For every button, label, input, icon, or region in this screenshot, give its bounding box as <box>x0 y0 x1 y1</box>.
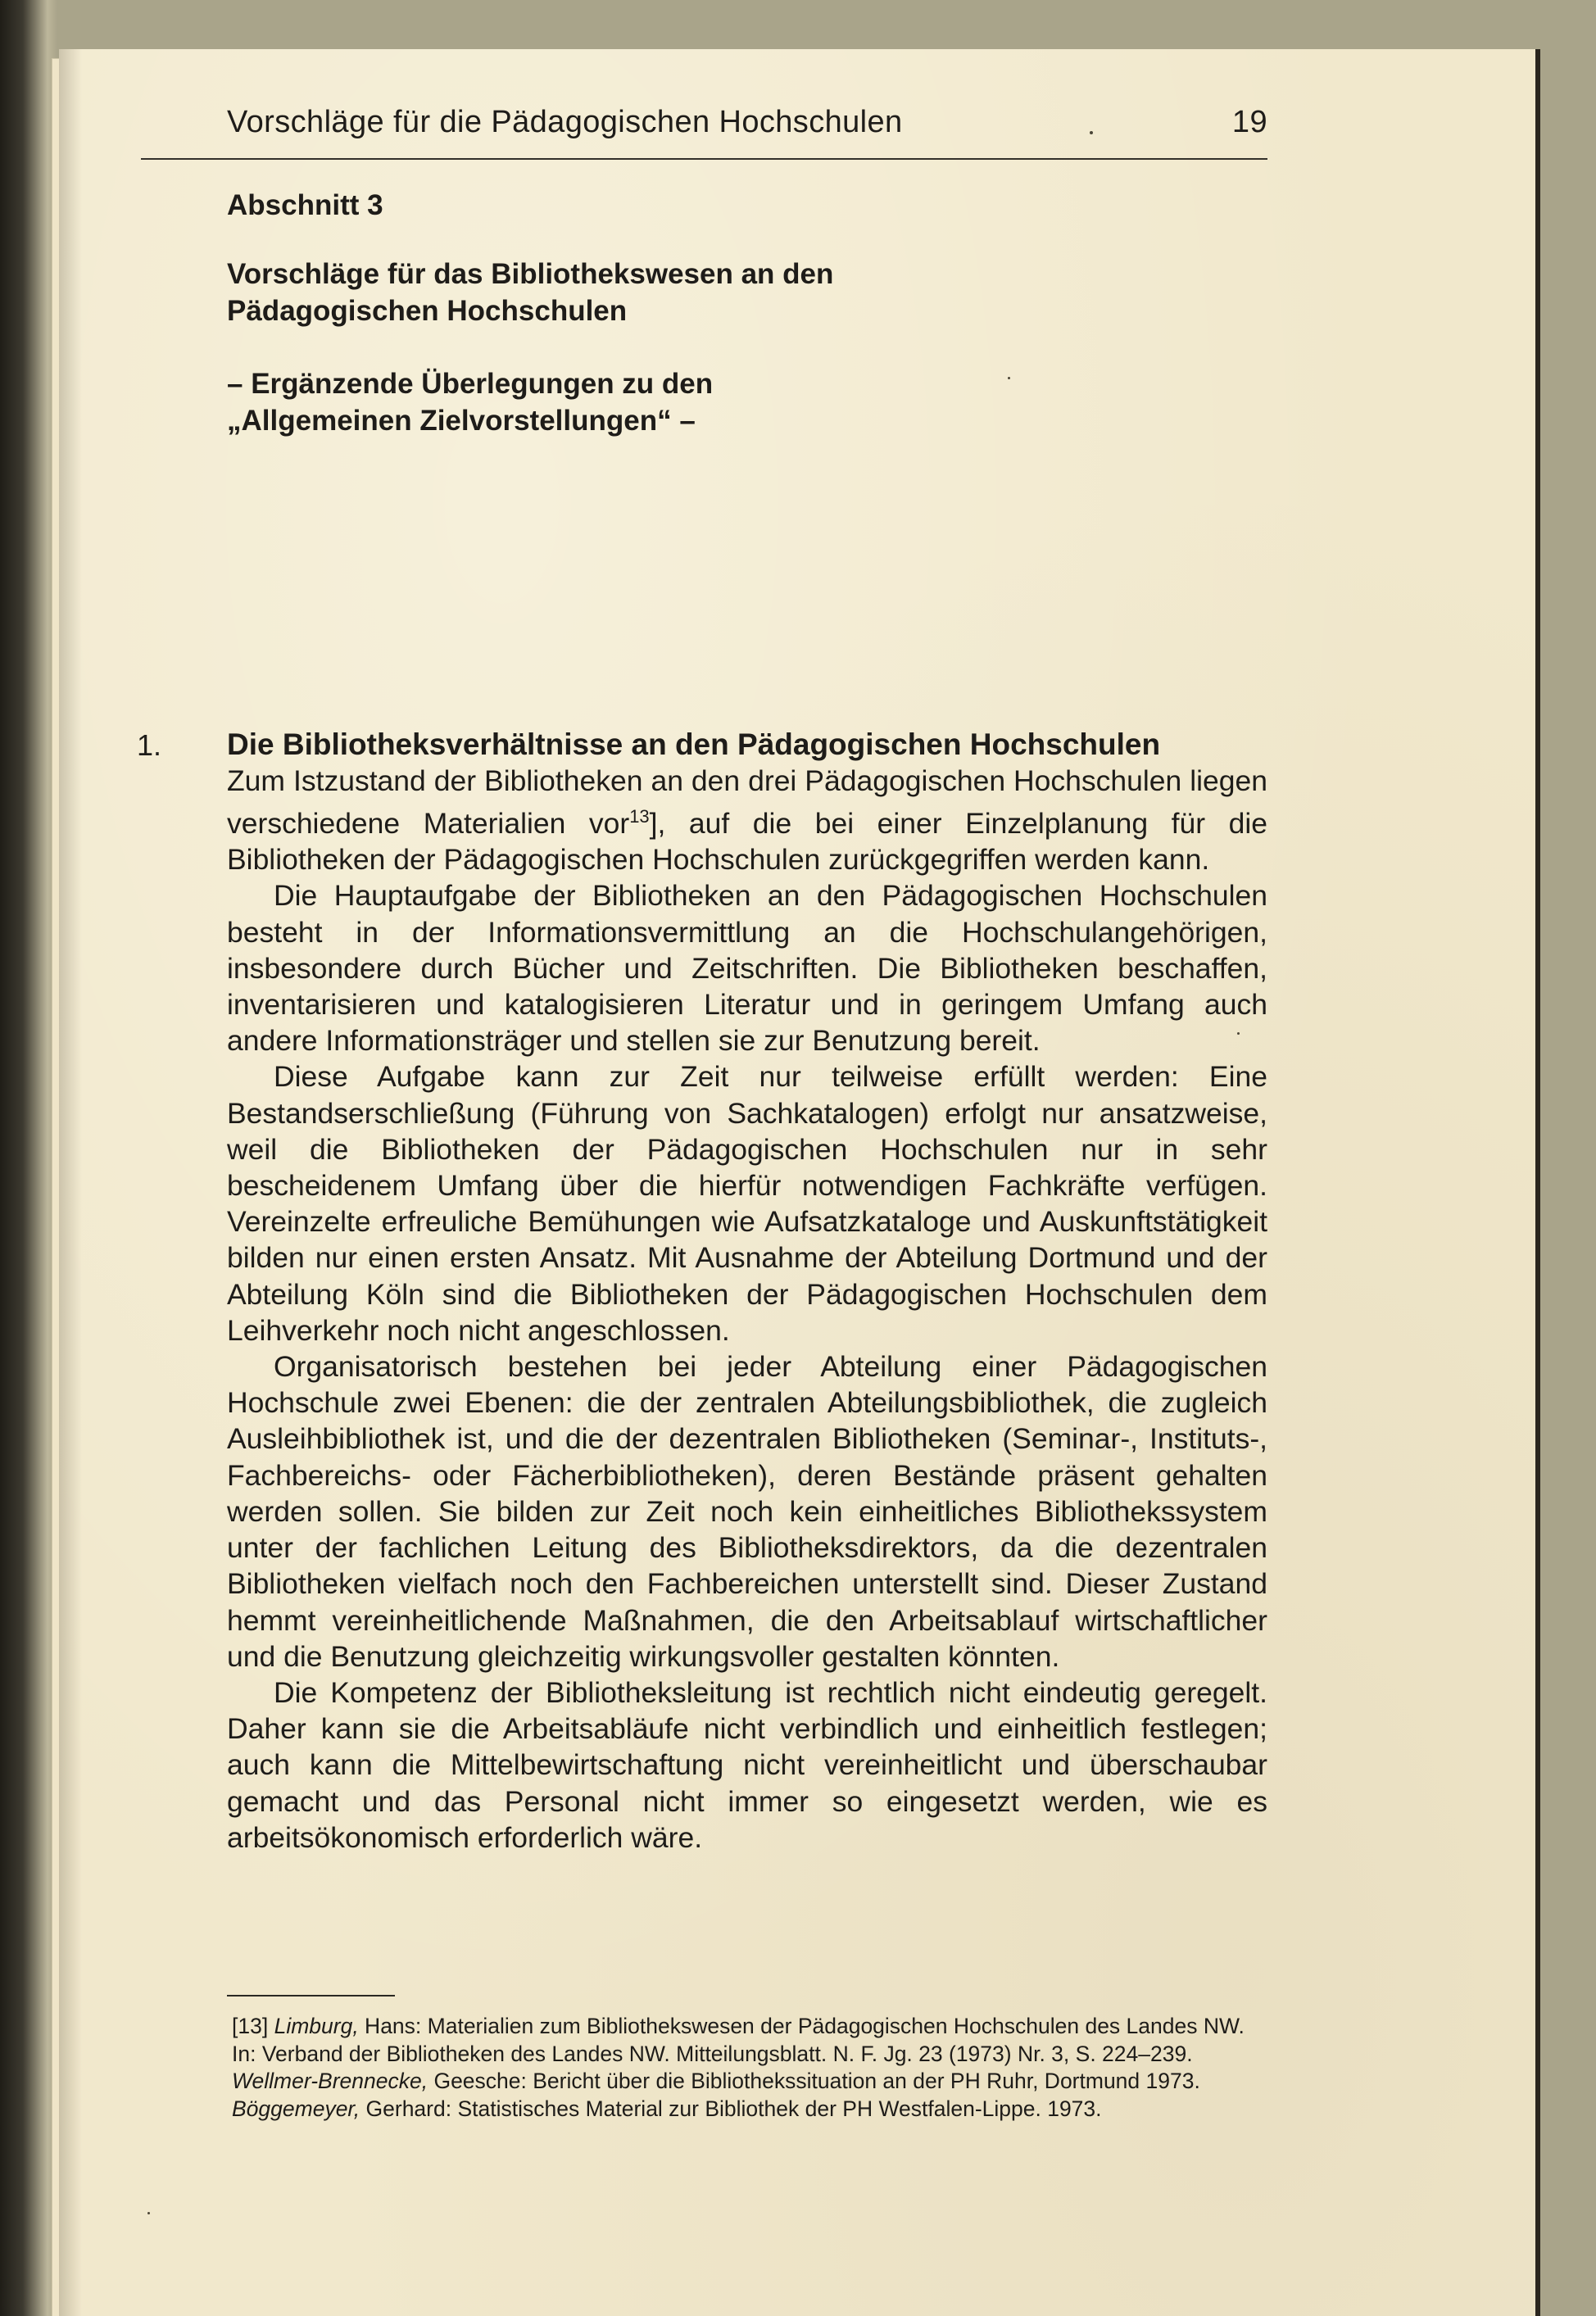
footnotes <box>232 2013 1245 2123</box>
footnote-author: Böggemeyer, <box>232 2096 360 2121</box>
paper-speck <box>1008 377 1010 379</box>
paragraph <box>227 763 1267 877</box>
footnote-marker: [13] <box>232 2014 274 2038</box>
chapter-title: Die Bibliotheksverhältnisse an den Pädagogischen Hochschulen <box>227 727 1161 761</box>
paragraph-text: ], auf die bei einer Einzelplanung für die Bibliotheken der Pädagogischen Hochschulen zurückgegriffen werden kann. <box>227 807 1267 877</box>
footnote-text: Hans: Materialien zum Bibliothekswesen der Pädagogischen Hochschulen des Landes NW. In: Verband der Bibliotheken des Landes NW. Mitteilungsblatt. N. F. Jg. 23 (1973) Nr. 3, S. 224–239. <box>232 2014 1245 2066</box>
chapter-number: 1. <box>137 728 162 762</box>
main-title-line: Vorschläge für das Bibliothekswesen an den <box>227 258 834 290</box>
footnote-text: Geesche: Bericht über die Bibliothekssituation an der PH Ruhr, Dortmund 1973. <box>428 2069 1200 2093</box>
subtitle-line: „Allgemeinen Zielvorstellungen“ – <box>227 405 696 437</box>
section-label: Abschnitt 3 <box>227 189 383 221</box>
footnote-rule <box>227 1995 395 1996</box>
footnote-author: Limburg, <box>274 2014 359 2038</box>
main-title-line: Pädagogischen Hochschulen <box>227 295 628 327</box>
footnote-text: Gerhard: Statistisches Material zur Bibliothek der PH Westfalen-Lippe. 1973. <box>360 2096 1102 2121</box>
main-title <box>227 256 833 329</box>
paper-speck <box>1090 131 1093 134</box>
page-number: 19 <box>1231 105 1267 139</box>
paper-speck <box>147 2212 150 2214</box>
paragraph: Die Kompetenz der Bibliotheksleitung ist rechtlich nicht eindeutig geregelt. Daher kann sie die Arbeitsabläufe nicht verbindlich und einheitlich festlegen; auch kann die Mittelbewirtschaftung nicht vereinheitlicht und überschaubar gemacht und das Personal nicht immer so eingesetzt werden, wie es arbeitsökonomisch erforderlich wäre. <box>227 1675 1267 1854</box>
header-rule <box>141 158 1267 160</box>
footnote <box>232 2068 1245 2096</box>
subtitle-line: – Ergänzende Überlegungen zu den <box>227 368 714 400</box>
footnote-ref: 13 <box>629 806 650 827</box>
running-title: Vorschläge für die Pädagogischen Hochschulen <box>227 105 903 139</box>
paper-speck <box>1237 1032 1240 1035</box>
paragraph: Organisatorisch bestehen bei jeder Abteilung einer Pädagogischen Hochschule zwei Ebenen: die der zentralen Abteilungsbibliothek, die zugleich Ausleihbibliothek ist, und die der dezentralen Bibliotheken (Seminar-, Instituts-, Fachbereichs- oder Fächerbibliotheken), deren Bestände präsent gehalten werden sollen. Sie bilden zur Zeit noch kein einheitliches Bibliothekssystem unter der fachlichen Leitung des Bibliotheksdirektors, da die dezentralen Bibliotheken vielfach noch den Fachbereichen unterstellt sind. Dieser Zustand hemmt vereinheitlichende Maßnahmen, die den Arbeitsablauf wirtschaftlicher und die Benutzung gleichzeitig wirkungsvoller gestalten könnten. <box>227 1350 1267 1673</box>
footnote-author: Wellmer-Brennecke, <box>232 2069 428 2093</box>
footnote <box>232 2013 1245 2068</box>
subtitle <box>227 365 713 439</box>
paragraph: Die Hauptaufgabe der Bibliotheken an den Pädagogischen Hochschulen besteht in der Informationsvermittlung an die Hochschulangehörigen, insbesondere durch Bücher und Zeitschriften. Die Bibliotheken beschaffen, inventarisieren und katalogisieren Literatur und in geringem Umfang auch andere Informationsträger und stellen sie zur Benutzung bereit. <box>227 879 1267 1058</box>
footnote <box>232 2096 1245 2123</box>
body-text <box>227 763 1267 1856</box>
paragraph: Diese Aufgabe kann zur Zeit nur teilweise erfüllt werden: Eine Bestandserschließung (Führung von Sachkatalogen) erfolgt nur ansatzweise, weil die Bibliotheken der Pädagogischen Hochschulen nur in sehr bescheidenem Umfang über die hierfür notwendigen Fachkräfte verfügen. Vereinzelte erfreuliche Bemühungen wie Aufsatzkataloge und Auskunftstätigkeit bilden nur einen ersten Ansatz. Mit Ausnahme der Abteilung Dortmund und der Abteilung Köln sind die Bibliotheken der Pädagogischen Hochschulen dem Leihverkehr noch nicht angeschlossen. <box>227 1060 1267 1347</box>
paragraph-text: Zum Istzustand der Bibliotheken an den drei Pädagogischen Hochschulen liegen verschiedene Materialien vor <box>227 764 1267 841</box>
